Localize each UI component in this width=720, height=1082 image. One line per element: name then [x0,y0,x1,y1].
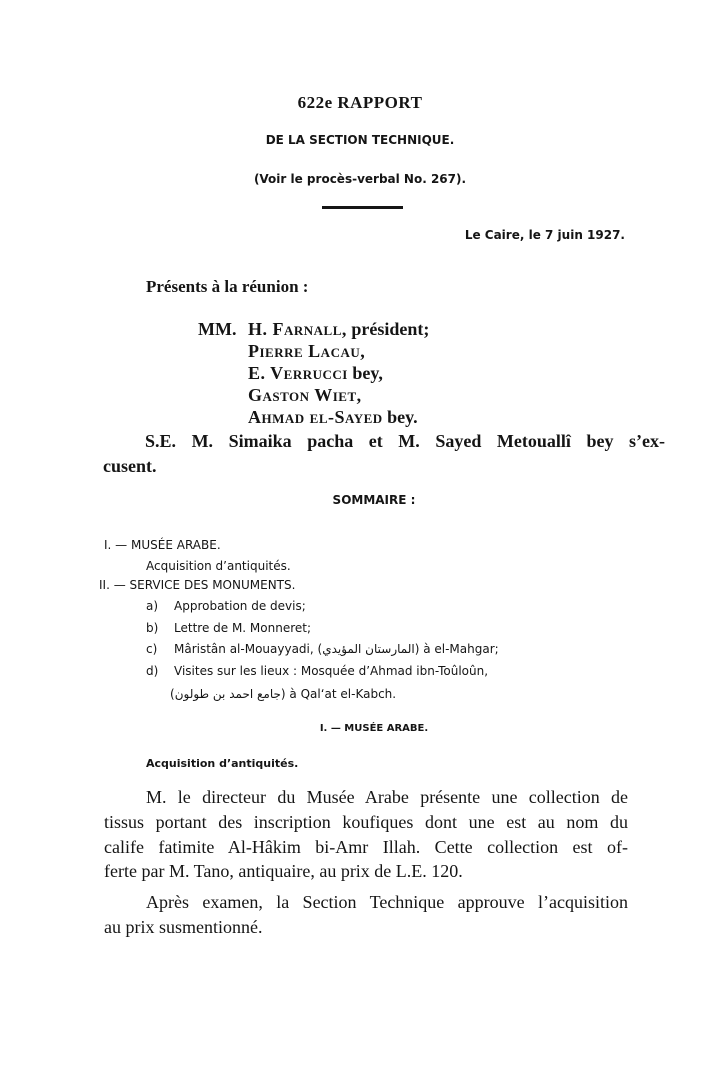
summary-item [146,621,311,635]
member-line [248,341,365,362]
member-name: Pierre Lacau, [248,341,366,361]
report-title: 622e RAPPORT [297,93,423,112]
item-text: ) à el-Mahgar; [414,642,499,656]
section-subheading: Acquisition d’antiquités. [146,757,299,770]
item-letter: c) [146,642,158,656]
report-subtitle: DE LA SECTION TECHNIQUE. [265,133,455,147]
member-name: Gaston Wiet, [248,385,362,405]
excuse-text-continued: cusent. [103,456,157,476]
meeting-date: Le Caire, le 7 juin 1927. [464,228,625,242]
attendance-prefix: MM. [198,319,237,339]
section-numeral: II. — [99,578,126,592]
item-letter: b) [146,621,159,635]
member-name: Ahmad el-Sayed [248,407,383,427]
summary-section [104,538,221,552]
paragraph-line: calife fatimite Al-Hâkim bi-Amr Illah. Cette collection est of- [104,837,628,857]
section-title: MUSÉE ARABE. [131,538,221,552]
item-text: Visites sur les lieux : Mosquée d’Ahmad ibn-Toûloûn, [174,664,489,678]
member-name: E. Verrucci [248,363,348,383]
summary-item [146,599,306,613]
paragraph-line: ferte par M. Tano, antiquaire, au prix de L.E. 120. [104,861,463,881]
arabic-name: جامع احمد بن طولون [174,687,281,701]
excuse-text: S.E. M. Simaika pacha et M. Sayed Metouallî bey s’ex- [145,431,665,451]
divider-rule [322,206,403,209]
summary-item [146,664,488,678]
summary-item-continued: (جامع احمد بن طولون) à Qal‘at el-Kabch. [170,687,397,701]
summary-subsection: Acquisition d’antiquités. [146,559,291,573]
member-name: H. Farnall, [248,319,347,339]
summary-section [99,578,295,592]
summary-heading: SOMMAIRE : [332,493,416,507]
member-line [248,407,418,428]
member-role: bey, [347,363,383,383]
member-role: président; [346,319,430,339]
section-heading: I. — MUSÉE ARABE. [319,723,429,734]
member-line [248,385,362,406]
item-letter: a) [146,599,159,613]
paragraph-line: au prix susmentionné. [104,917,263,937]
section-title: SERVICE DES MONUMENTS. [129,578,296,592]
minutes-reference: (Voir le procès-verbal No. 267). [253,172,467,186]
summary-item [146,642,499,656]
paragraph-line: Après examen, la Section Technique approuve l’acquisition [146,892,628,912]
member-line [248,363,383,384]
item-letter: d) [146,664,159,678]
arabic-name: المارستان المؤيدي [322,642,415,656]
section-numeral: I. — [104,538,128,552]
paragraph-line: M. le directeur du Musée Arabe présente une collection de [146,787,628,807]
item-text: Mâristân al-Mouayyadi, ( [174,642,323,656]
attendance-heading: Présents à la réunion : [146,277,309,296]
member-role: bey. [382,407,418,427]
item-text: Approbation de devis; [174,599,306,613]
item-text: Lettre de M. Monneret; [174,621,312,635]
paragraph-line: tissus portant des inscription koufiques dont une est au nom du [104,812,628,832]
member-line [248,319,429,340]
